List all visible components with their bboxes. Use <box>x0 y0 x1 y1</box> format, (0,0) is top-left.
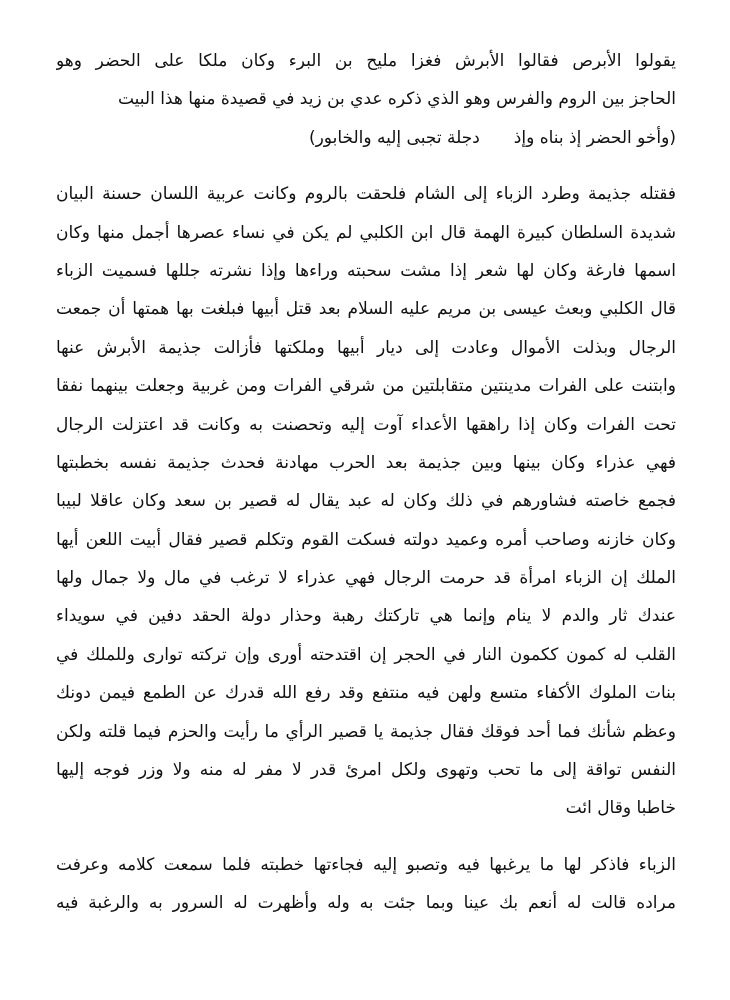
text-line: تحت الفرات وكان إذا راهقها الأعداء آوت إليه وتحصنت به وكانت قد اعتزلت الرجال <box>56 414 676 435</box>
text-line: بنات الملوك الأكفاء متسع ولهن فيه منتفع وقد رفع الله قدرك عن الطمع فيمن دونك <box>56 683 676 704</box>
text-line: وابتنت على الفرات مدينتين متقابلتين من شرقي الفرات ومن غربية وجعلت بينهما نفقا <box>56 376 676 397</box>
text-line: فهي عذراء وكان بينها وبين جذيمة بعد الحرب مهادنة فحدث جذيمة نفسه بخطبتها <box>56 452 676 473</box>
text-line: وكان خازنه وصاحب أمره وعميد دولته فسكت القوم وتكلم قصير فقال أبيت اللعن أيها <box>56 529 676 550</box>
text-line: قال الكلبي وبعث عيسى بن مريم عليه السلام بعد قتل أبيها فبلغت بها همتها أن جمعت <box>56 299 676 320</box>
text-line: شديدة السلطان كبيرة الهمة قال ابن الكلبي لم يكن في نساء عصرها أجمل منها وكان <box>56 222 676 243</box>
poetry-verse <box>56 119 676 157</box>
document-page <box>56 42 676 923</box>
text-line: وعظم شأنك فما أحد فوقك فقال جذيمة يا قصير الرأي ما رأيت والحزم فيما قلته ولكن <box>56 721 676 742</box>
paragraph-spacer <box>56 828 676 846</box>
text-line: عندك ثار والدم لا ينام وإنما هي تاركتك رهبة وحذار دولة الحقد دفين في سويداء <box>56 606 676 627</box>
text-line: الزباء فاذكر لها ما يرغبها فيه وتصبو إليه فجاءتها خطبته فلما سمعت كلامه وعرفت <box>56 854 676 875</box>
text-line: الملك إن الزباء امرأة قد حرمت الرجال فهي عذراء لا ترغب في مال ولا جمال ولها <box>56 568 676 589</box>
text-line: الرجال وبذلت الأموال وعادت إلى ديار أبيها وملكتها فأزالت جذيمة الأبرش عنها <box>56 337 676 358</box>
paragraph-3 <box>56 846 676 923</box>
verse-hemistich-2: دجلة تجبى إليه والخابور) <box>308 127 480 148</box>
verse-hemistich-1: (وأخو الحضر إذ بناه وإذ <box>513 127 676 148</box>
text-line: فقتله جذيمة وطرد الزباء إلى الشام فلحقت بالروم وكانت عربية اللسان حسنة البيان <box>56 184 676 205</box>
text-line: خاطبا وقال ائت <box>565 798 676 819</box>
paragraph-2 <box>56 175 676 828</box>
text-line: الحاجز بين الروم والفرس وهو الذي ذكره عدي بن زيد في قصيدة منها هذا البيت <box>117 89 676 110</box>
text-line: مراده قالت له أنعم بك عينا وبما جئت به وله وأظهرت له السرور به والرغبة فيه <box>56 893 676 914</box>
text-line: القلب له كمون ككمون النار في الحجر إن اقتدحته أورى وإن تركته توارى وللملك في <box>56 644 676 665</box>
paragraph-spacer <box>56 157 676 175</box>
text-line: النفس تواقة إلى ما تحب وتهوى ولكل امرئ قدر لا مفر له منه ولا وزر فوجه إليها <box>56 760 676 781</box>
text-line: اسمها فارغة وكان لها شعر إذا مشت سحبته وراءها وإذا نشرته جللها فسميت الزباء <box>56 260 676 281</box>
text-line: يقولوا الأبرص فقالوا الأبرش فغزا مليح بن البرء وكان ملكا على الحضر وهو <box>56 51 676 71</box>
text-line: فجمع خاصته فشاورهم في ذلك وكان له عبد يقال له قصير بن سعد وكان عاقلا لبيبا <box>56 491 676 512</box>
paragraph-1 <box>56 42 676 119</box>
